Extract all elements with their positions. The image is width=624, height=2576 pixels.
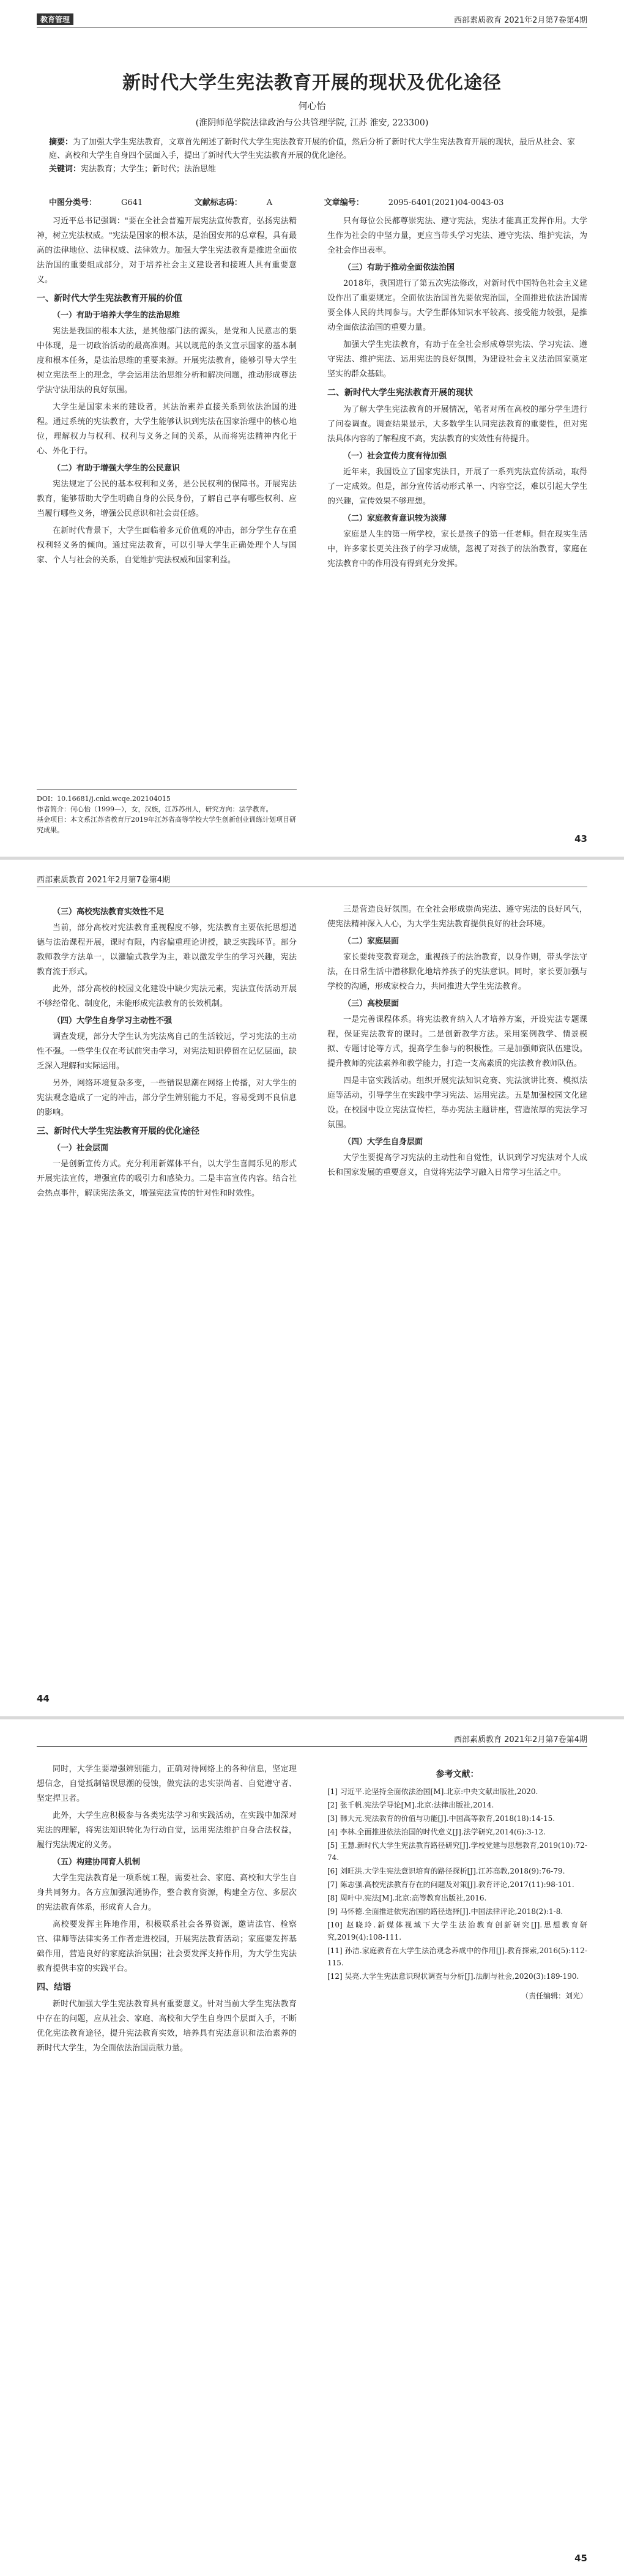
clc-label: 中图分类号： xyxy=(49,198,97,207)
section-heading: （二）家庭教育意识较为淡薄 xyxy=(343,514,447,523)
article-no-value: 2095-6401(2021)04-0043-03 xyxy=(388,198,504,207)
body-paragraph: 在新时代背景下，大学生面临着多元价值观的冲击，部分学生存在重权利轻义务的倾向。通过宪法教育，可以引导大学生正确处理个人与国家、个人与社会的关系，自觉维护宪法权威和国家利益。 xyxy=(37,526,297,565)
reference-item: [10] 赵晓玲.新媒体视域下大学生法治教育创新研究[J].思想教育研究,2019(4):108-111. xyxy=(327,1921,587,1941)
body-paragraph: 此外，大学生应积极参与各类宪法学习和实践活动，在实践中加深对宪法的理解，将宪法知识转化为行动自觉，运用宪法维护自身合法权益，履行宪法规定的义务。 xyxy=(37,1811,297,1850)
running-header xyxy=(37,871,587,887)
body-paragraph: 同时，大学生要增强辨别能力，正确对待网络上的各种信息，坚定理想信念，自觉抵制错误思潮的侵蚀，做宪法的忠实崇尚者、自觉遵守者、坚定捍卫者。 xyxy=(37,1765,297,1803)
body-paragraph: 另外，网络环境复杂多变，一些错误思潮在网络上传播，对大学生的宪法观念造成了一定的冲击，部分学生辨别能力不足，容易受到不良信息的影响。 xyxy=(37,1079,297,1117)
references-list xyxy=(327,1785,587,1982)
section-heading: （五）构建协同育人机制 xyxy=(53,1858,141,1867)
body-paragraph: 大学生宪法教育是一项系统工程，需要社会、家庭、高校和大学生自身共同努力。各方应加强沟通协作，整合教育资源，构建全方位、多层次的宪法教育体系，形成育人合力。 xyxy=(37,1874,297,1912)
page2-left-column xyxy=(37,903,297,1204)
reference-item: [9] 马怀德.全面推进依宪治国的路径选择[J].中国法律评论,2018(2):1-8. xyxy=(327,1907,563,1916)
classification-line xyxy=(49,196,575,207)
keywords-label: 关键词： xyxy=(49,165,81,174)
body-paragraph: 家庭是人生的第一所学校，家长是孩子的第一任老师。但在现实生活中，许多家长更关注孩子的学习成绩，忽视了对孩子的法治教育，家庭在宪法教育中的作用没有得到充分发挥。 xyxy=(327,530,587,568)
section-heading: 四、结语 xyxy=(37,1982,71,1992)
body-paragraph: 一是创新宣传方式。充分利用新媒体平台，以大学生喜闻乐见的形式开展宪法宣传，增强宣传的吸引力和感染力。二是丰富宣传内容。结合社会热点事件，解读宪法条文，增强宪法宣传的针对性和时效性。 xyxy=(37,1160,297,1198)
page2-right-column xyxy=(327,903,587,1183)
page1-right-column xyxy=(327,214,587,574)
section-heading: （二）有助于增强大学生的公民意识 xyxy=(53,464,180,473)
footnote: DOI：10.16681/j.cnki.wcqe.202104015 作者简介：何心怡（1999—），女，汉族，江苏苏州人，研究方向：法学教育。 基金项目：本文系江苏省教育厅2019年江苏省高等学校大学生创新创业训练计划项目研究成果。 xyxy=(37,789,297,835)
reference-item: [4] 李林.全面推进依法治国的时代意义[J].法学研究,2014(6):3-12. xyxy=(327,1828,546,1836)
body-paragraph: 大学生要提高学习宪法的主动性和自觉性，认识到学习宪法对个人成长和国家发展的重要意义，自觉将宪法学习融入日常学习生活之中。 xyxy=(327,1153,587,1177)
reference-item: [5] 王慧.新时代大学生宪法教育路径研究[J].学校党建与思想教育,2019(10):72-74. xyxy=(327,1841,587,1862)
page-45 xyxy=(0,1719,624,2576)
running-header xyxy=(37,11,587,28)
body-paragraph: 三是营造良好氛围。在全社会形成崇尚宪法、遵守宪法的良好风气，使宪法精神深入人心，为大学生宪法教育提供良好的社会环境。 xyxy=(327,905,587,929)
page-43 xyxy=(0,0,624,857)
reference-item: [7] 陈志强.高校宪法教育存在的问题及对策[J].教育评论,2017(11):98-101. xyxy=(327,1880,574,1889)
section-heading: 二、新时代大学生宪法教育开展的现状 xyxy=(327,388,473,398)
keywords: 宪法教育；大学生；新时代；法治思维 xyxy=(81,165,217,174)
author: 何心怡 xyxy=(298,100,326,111)
section-heading: （四）大学生自身层面 xyxy=(343,1137,423,1147)
article-title: 新时代大学生宪法教育开展的现状及优化途径 xyxy=(122,72,502,94)
page-number: 43 xyxy=(574,833,587,844)
doc-code-value: A xyxy=(266,198,273,207)
page-44 xyxy=(0,860,624,1716)
section-heading: （一）社会宣传力度有待加强 xyxy=(343,452,447,461)
body-paragraph: 调查发现，部分大学生认为宪法离自己的生活较远，学习宪法的主动性不强。一些学生仅在考试前突击学习，对宪法知识停留在记忆层面，缺乏深入理解和实际运用。 xyxy=(37,1032,297,1071)
journal-line: 西部素质教育 2021年2月第7卷第4期 xyxy=(37,876,171,885)
section-heading: （一）有助于培养大学生的法治思维 xyxy=(53,311,180,320)
page1-left-column xyxy=(37,214,297,570)
body-paragraph: 近年来，我国设立了国家宪法日，开展了一系列宪法宣传活动，取得了一定成效。但是，部分宣传活动形式单一、内容空泛，难以引起大学生的兴趣，宣传效果不够理想。 xyxy=(327,467,587,506)
reference-item: [8] 周叶中.宪法[M].北京:高等教育出版社,2016. xyxy=(327,1894,487,1902)
body-paragraph: 当前，部分高校对宪法教育重视程度不够，宪法教育主要依托思想道德与法治课程开展，课时有限，内容偏重理论讲授，缺乏实践环节。部分教师教学方法单一，以灌输式教学为主，难以激发学生的学习兴趣，宪法教育流于形式。 xyxy=(37,923,297,977)
body-paragraph: 新时代加强大学生宪法教育具有重要意义。针对当前大学生宪法教育中存在的问题，应从社会、家庭、高校和大学生自身四个层面入手，不断优化宪法教育途径，提升宪法教育实效，培养具有宪法意识和法治素养的新时代大学生，为全面依法治国贡献力量。 xyxy=(37,2000,297,2053)
page-number: 44 xyxy=(37,1693,50,1704)
journal-line: 西部素质教育 2021年2月第7卷第4期 xyxy=(453,16,587,25)
section-heading: （二）家庭层面 xyxy=(343,937,399,946)
section-heading: （三）高校宪法教育实效性不足 xyxy=(53,907,165,917)
editor-note: （责任编辑：刘光） xyxy=(521,1992,587,2000)
page3-right-column xyxy=(327,1762,587,2003)
body-paragraph: 一是完善课程体系。将宪法教育纳入人才培养方案，开设宪法专题课程，保证宪法教育的课时。二是创新教学方法。采用案例教学、情景模拟、专题讨论等方式，提高学生参与的积极性。三是加强师资队伍建设。提升教师的宪法素养和教学能力，打造一支高素质的宪法教育教师队伍。 xyxy=(327,1015,587,1068)
body-paragraph: 宪法是我国的根本大法，是其他部门法的源头，是党和人民意志的集中体现，是一切政治活动的最高准则。其以规范的条文宣示国家的基本制度和根本任务，是法治思维的重要来源。开展宪法教育，能够引导大学生树立宪法至上的理念，学会运用法治思维分析和解决问题，推动形成尊法学法守法用法的良好氛围。 xyxy=(37,327,297,395)
affiliation: (淮阴师范学院法律政治与公共管理学院, 江苏 淮安, 223300) xyxy=(195,118,429,128)
page-number: 45 xyxy=(574,2553,587,2564)
reference-item: [3] 韩大元.宪法教育的价值与功能[J].中国高等教育,2018(18):14-15. xyxy=(327,1814,555,1823)
section-badge: 教育管理 xyxy=(37,13,73,25)
reference-item: [1] 习近平.论坚持全面依法治国[M].北京:中央文献出版社,2020. xyxy=(327,1787,538,1796)
references-title: 参考文献： xyxy=(436,1770,479,1779)
body-paragraph: 四是丰富实践活动。组织开展宪法知识竞赛、宪法演讲比赛、模拟法庭等活动，引导学生在实践中学习宪法、运用宪法。五是加强校园文化建设。在校园中设立宪法宣传栏，举办宪法主题讲座，营造浓厚的宪法学习氛围。 xyxy=(327,1076,587,1130)
section-heading: （四）大学生自身学习主动性不强 xyxy=(53,1016,173,1026)
doc-code-label: 文献标志码： xyxy=(194,198,242,207)
section-heading: （三）有助于推动全面依法治国 xyxy=(343,263,455,272)
reference-item: [6] 刘旺洪.大学生宪法意识培育的路径探析[J].江苏高教,2018(9):76-79. xyxy=(327,1867,565,1875)
section-heading: （三）高校层面 xyxy=(343,999,399,1008)
section-heading: （一）社会层面 xyxy=(53,1144,109,1153)
section-heading: 一、新时代大学生宪法教育开展的价值 xyxy=(37,294,182,303)
reference-item: [2] 张千帆.宪法学导论[M].北京:法律出版社,2014. xyxy=(327,1801,494,1809)
body-paragraph: 只有每位公民都尊崇宪法、遵守宪法，宪法才能真正发挥作用。大学生作为社会的中坚力量，更应当带头学习宪法、遵守宪法、维护宪法，为全社会作出表率。 xyxy=(327,217,587,255)
journal-line: 西部素质教育 2021年2月第7卷第4期 xyxy=(453,1735,587,1744)
abstract-label: 摘要： xyxy=(49,138,73,147)
body-paragraph: 家长要转变教育观念，重视孩子的法治教育，以身作则，带头学法守法，在日常生活中潜移默化地培养孩子的宪法意识。同时，家长要加强与学校的沟通，形成家校合力，共同推进大学生宪法教育。 xyxy=(327,953,587,991)
body-paragraph: 习近平总书记强调："要在全社会普遍开展宪法宣传教育，弘扬宪法精神，树立宪法权威。"宪法是国家的根本法，是治国安邦的总章程，具有最高的法律地位、法律权威、法律效力。加强大学生宪法教育是推进全面依法治国的重要组成部分，对于培养社会主义建设者和接班人具有重要意义。 xyxy=(37,217,297,285)
reference-item: [11] 孙洁.家庭教育在大学生法治观念养成中的作用[J].教育探索,2016(5):112-115. xyxy=(327,1946,587,1967)
body-paragraph: 大学生是国家未来的建设者，其法治素养直接关系到依法治国的进程。通过系统的宪法教育，大学生能够认识到宪法在国家治理中的核心地位，理解权力与权利、权利与义务之间的关系，从而将宪法精神内化于心、外化于行。 xyxy=(37,403,297,456)
body-paragraph: 高校要发挥主阵地作用，积极联系社会各界资源，邀请法官、检察官、律师等法律实务工作者走进校园，开展宪法教育活动；家庭要发挥基础作用，营造良好的家庭法治氛围；社会要发挥支持作用，为大学生宪法教育提供丰富的实践平台。 xyxy=(37,1920,297,1973)
body-paragraph: 2018年，我国进行了第五次宪法修改，对新时代中国特色社会主义建设作出了重要规定。全面依法治国首先要依宪治国，全面推进依法治国需要全体人民的共同参与。大学生群体知识水平较高、接受能力较强，是推动全面依法治国的重要力量。 xyxy=(327,279,587,332)
body-paragraph: 此外，部分高校的校园文化建设中缺少宪法元素，宪法宣传活动开展不够经常化、制度化，未能形成宪法教育的长效机制。 xyxy=(37,985,297,1008)
body-paragraph: 宪法规定了公民的基本权利和义务，是公民权利的保障书。开展宪法教育，能够帮助大学生明确自身的公民身份，了解自己享有哪些权利、应当履行哪些义务，增强公民意识和社会责任感。 xyxy=(37,480,297,518)
article-no-label: 文章编号： xyxy=(324,198,364,207)
abstract xyxy=(49,136,575,176)
body-paragraph: 加强大学生宪法教育，有助于在全社会形成尊崇宪法、学习宪法、遵守宪法、维护宪法、运用宪法的良好氛围，为建设社会主义法治国家奠定坚实的群众基础。 xyxy=(327,340,587,379)
section-heading: 三、新时代大学生宪法教育开展的优化途径 xyxy=(37,1126,199,1136)
reference-item: [12] 吴亮.大学生宪法意识现状调查与分析[J].法制与社会,2020(3):189-190. xyxy=(327,1972,579,1981)
body-paragraph: 为了解大学生宪法教育的开展情况，笔者对所在高校的部分学生进行了问卷调查。调查结果显示，大多数学生认同宪法教育的重要性，但对宪法具体内容的了解程度不高，宪法教育的实效性有待提升。 xyxy=(327,405,587,444)
running-header xyxy=(37,1730,587,1747)
clc-value: G641 xyxy=(121,198,143,207)
abstract-text: 为了加强大学生宪法教育，文章首先阐述了新时代大学生宪法教育开展的价值，然后分析了新时代大学生宪法教育开展的现状，最后从社会、家庭、高校和大学生自身四个层面入手，提出了新时代大学生宪法教育开展的优化途径。 xyxy=(49,138,575,160)
page3-left-column xyxy=(37,1762,297,2058)
